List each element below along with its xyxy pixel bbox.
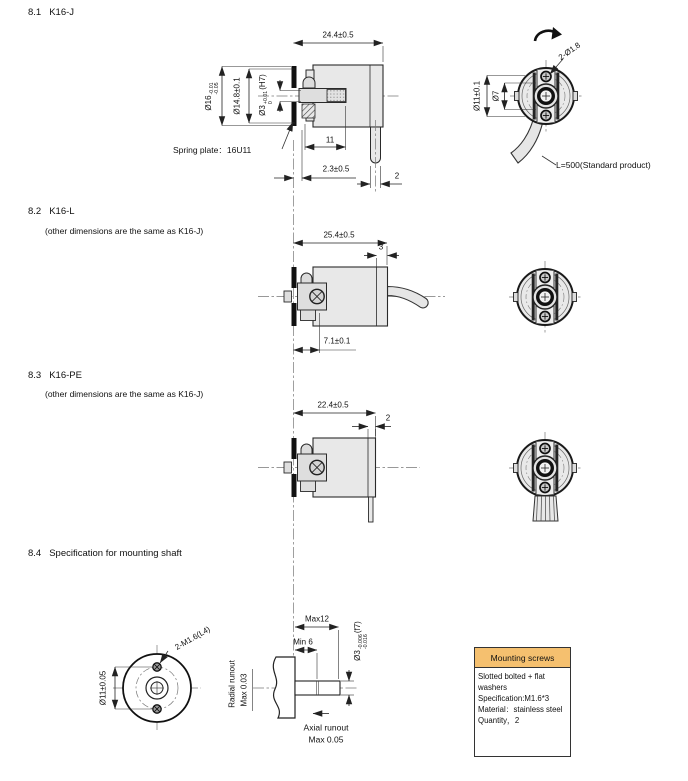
dim-overall-width-k16j: 24.4±0.5	[322, 30, 354, 40]
section-8-3-number: 8.3	[28, 370, 42, 381]
k16pe-side-view	[258, 413, 420, 522]
dim-thread-spec: 2-M1.6(L4)	[173, 624, 212, 652]
dia3-f7-base: Ø3	[353, 650, 363, 661]
radial-runout-value: Max 0.03	[239, 673, 249, 707]
dim-dia11-mount: Ø11±0.05	[98, 670, 108, 706]
mounting-screws-body	[475, 668, 570, 729]
dia3-f7-fit: (f7)	[353, 621, 363, 634]
dim-shaft-max: Max12	[304, 614, 330, 624]
dim-overall-width-k16pe: 22.4±0.5	[317, 400, 349, 410]
dim-hub-length: 7.1±0.1	[323, 336, 351, 346]
section-8-1-name: K16-J	[49, 7, 75, 18]
mounting-screws-header: Mounting screws	[475, 648, 570, 668]
screws-row-spec: Specification:M1.6*3	[478, 694, 550, 704]
section-8-4-title	[28, 548, 182, 559]
section-8-3-note: (other dimensions are the same as K16-J)	[45, 389, 204, 399]
dia3-tol-lower: 0	[268, 101, 275, 105]
dim-dia16	[205, 81, 221, 110]
dim-dia148: Ø14.8±0.1	[232, 77, 242, 115]
dia16-tol-lower: -0.05	[214, 82, 221, 95]
section-8-4-name: Specification for mounting shaft	[49, 548, 182, 559]
section-8-2-note: (other dimensions are the same as K16-J)	[45, 226, 204, 236]
axial-runout-value: Max 0.05	[308, 734, 344, 745]
section-8-4-number: 8.4	[28, 548, 42, 559]
section-8-1-title	[28, 7, 74, 18]
section-8-3-name: K16-PE	[49, 370, 82, 381]
dim-shaft-length: 11	[325, 135, 335, 145]
screws-row-quantity: Quantity，2	[478, 716, 520, 726]
dim-end-cap: 2	[385, 413, 391, 423]
section-8-2-name: K16-L	[49, 206, 75, 217]
section-8-3-title	[28, 370, 82, 381]
dia16-base: Ø16	[204, 95, 214, 111]
dia3-f7-tol-lower: -0.016	[363, 634, 370, 650]
dim-shaft-min: Min 6	[293, 637, 313, 647]
radial-runout-label: Radial runout	[227, 660, 237, 708]
cable-length-note: L=500(Standard product)	[556, 160, 651, 170]
section-8-1-number: 8.1	[28, 7, 42, 18]
k16l-side-view	[258, 243, 445, 353]
dim-pin-width: 2	[394, 171, 400, 181]
dim-dia7: Ø7	[491, 90, 501, 102]
spring-plate-note: Spring plate：16U11	[173, 145, 252, 155]
k16l-end-view	[509, 261, 581, 333]
axial-runout-label: Axial runout	[303, 722, 349, 733]
dia3-f7-tol-upper: -0.006	[357, 634, 364, 650]
section-8-2-title	[28, 206, 75, 217]
dim-dia11-k16j: Ø11±0.1	[472, 80, 482, 112]
mounting-screws-table	[474, 647, 571, 757]
dim-flange-thickness: 2.3±0.5	[322, 164, 350, 174]
k16j-side-view	[222, 43, 402, 192]
dia3-base: Ø3	[258, 105, 268, 116]
dia16-tol-upper: -0.01	[208, 82, 215, 95]
dim-mount-holes: 2-Ø1.8	[556, 40, 583, 62]
dim-dia3-f7	[354, 621, 370, 661]
k16pe-end-view	[509, 432, 581, 521]
screws-row-material: Material：stainless steel	[478, 705, 563, 715]
dim-overall-width-k16l: 25.4±0.5	[323, 230, 355, 240]
dim-cable-offset: 3	[378, 242, 384, 252]
dia3-fit: (H7)	[258, 74, 268, 90]
dim-dia3-h7	[259, 74, 275, 116]
screws-row-type: Slotted bolted + flat washers	[478, 672, 545, 693]
mounting-face-view	[113, 645, 201, 731]
section-8-2-number: 8.2	[28, 206, 42, 217]
dia3-tol-upper: +0.01	[262, 90, 269, 105]
